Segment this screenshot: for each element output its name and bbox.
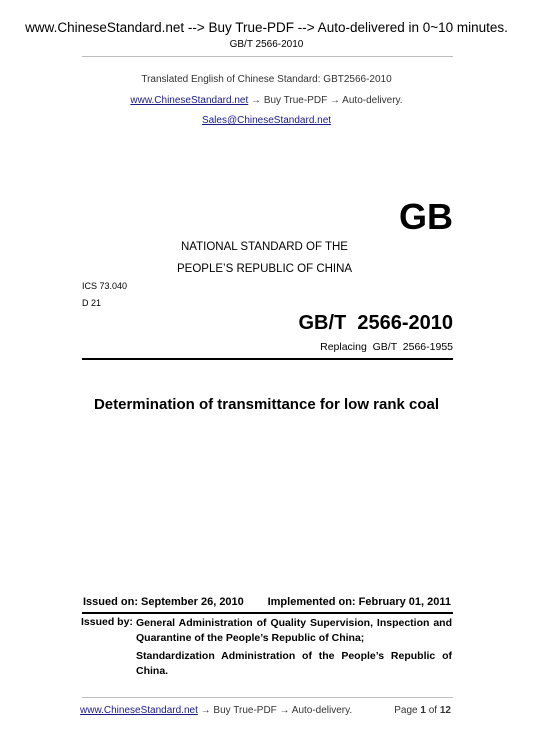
d-code: D 21	[82, 298, 102, 308]
replacing-note: Replacing GB/T 2566-1955	[320, 341, 453, 353]
sales-email-link[interactable]: Sales@ChineseStandard.net	[201, 115, 332, 126]
national-standard-line2: PEOPLE’S REPUBLIC OF CHINA	[177, 263, 353, 275]
footer-link-suffix: → Buy True-PDF → Auto-delivery.	[200, 705, 353, 716]
chinesestandard-link[interactable]: www.ChineseStandard.net	[130, 95, 249, 106]
page-word: Page	[394, 705, 418, 716]
dates-divider	[82, 612, 453, 614]
page-indicator	[394, 705, 451, 716]
implemented-on-date: Implemented on: February 01, 2011	[267, 596, 451, 608]
cover-divider	[82, 358, 453, 360]
page-total: 12	[439, 705, 451, 716]
issuer-line1: General Administration of Quality Supervision, Inspection and	[136, 617, 452, 629]
standard-number: GB/T 2566-2010	[298, 312, 453, 334]
issuer-block	[136, 616, 452, 679]
translation-link-suffix: → Buy True-PDF → Auto-delivery.	[251, 95, 403, 106]
translation-link-line	[0, 95, 533, 106]
national-standard-line1: NATIONAL STANDARD OF THE	[181, 241, 348, 253]
issued-on-date: Issued on: September 26, 2010	[83, 596, 244, 608]
page-of: of	[428, 705, 438, 716]
header-doc-code: GB/T 2566-2010	[229, 39, 304, 50]
header-divider	[82, 56, 453, 57]
issuer-line2: Quarantine of the People’s Republic of China;	[136, 632, 365, 644]
footer-divider	[82, 697, 453, 698]
translation-line: Translated English of Chinese Standard: GBT2566-2010	[141, 74, 392, 85]
top-banner: www.ChineseStandard.net --> Buy True-PDF --> Auto-delivered in 0~10 minutes.	[25, 20, 508, 35]
email-line	[0, 115, 533, 126]
document-title: Determination of transmittance for low rank coal	[93, 396, 440, 413]
ics-code: ICS 73.040	[82, 281, 128, 291]
page-current: 1	[420, 705, 426, 716]
gb-mark: GB	[399, 196, 453, 237]
issuer-line3: Standardization Administration of the People’s Republic of	[136, 650, 452, 662]
issuer-line4: China.	[136, 665, 169, 677]
footer-chinesestandard-link[interactable]: www.ChineseStandard.net	[80, 705, 198, 716]
issued-by-label: Issued by:	[81, 616, 133, 628]
footer-link-line	[80, 705, 352, 716]
